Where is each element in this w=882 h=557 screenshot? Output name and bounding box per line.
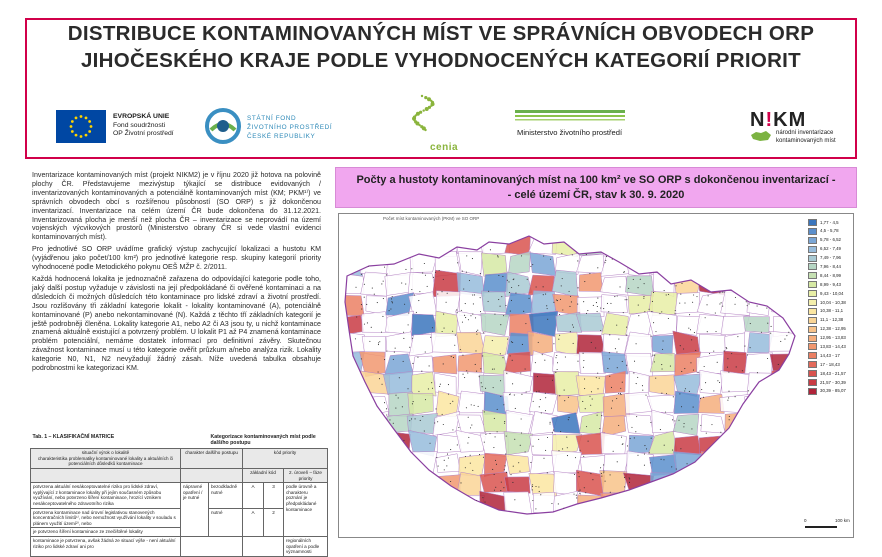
intro-text bbox=[32, 171, 321, 376]
paragraph-3: Každá hodnocená lokalita je jednoznačně zařazena do odpovídající kategorie podle toho, jaký další postup vyžaduje v závislosti na její předpokládané či ověřené kontaminaci a na důsledcích či možných důsledcích této kontaminace pro lidské zdraví a životní prostředí. Jsou rozlišovány tři základní kategorie lokalit - lokality kontaminované (A), potenciálně kontaminované (P) anebo nekontaminované (N). Každá z těchto tří základních kategorií je ještě podrobněji členěna. Lokality kategorie A1, nebo A2 či A3 jsou ty, u nichž kontaminace znamená aktuálně existující a potvrzený problém. U lokalit P1 až P4 znamená kontaminace problém potenciální, nemáme dostatek informací pro definitivní závěry. Skutečnou závažnost kontaminace musí u této kategorie ověřit průzkum a/nebo analýza rizik. Lokality kategorie N0, N1, N2 nevyžadují žádný zásah. Níže uvedená tabulka obsahuje podrobnostmi ke kategorizaci KM. bbox=[32, 274, 321, 373]
legend-label: 7,49 - 7,96 bbox=[820, 255, 841, 261]
legend-label: 30,39 - 85,07 bbox=[820, 388, 846, 394]
legend-label: 13,83 - 14,43 bbox=[820, 343, 846, 349]
eu-logo bbox=[56, 92, 206, 142]
map-title-line-2: - celé území ČR, stav k 30. 9. 2020 bbox=[507, 188, 685, 201]
legend-label: 9,43 - 10,04 bbox=[820, 290, 844, 296]
legend-swatch bbox=[808, 281, 817, 288]
legend-item bbox=[808, 378, 852, 387]
sfzp-line-3: ČESKÉ REPUBLIKY bbox=[247, 133, 316, 140]
map-title-banner bbox=[335, 167, 857, 208]
legend-label: 17 - 18,43 bbox=[820, 361, 840, 367]
legend-swatch bbox=[808, 237, 817, 244]
sfzp-emblem-icon bbox=[205, 108, 241, 144]
nikm-logo bbox=[742, 92, 857, 142]
legend-swatch bbox=[808, 246, 817, 253]
legend-label: 14,43 - 17 bbox=[820, 352, 840, 358]
mzp-text: Ministerstvo životního prostředí bbox=[517, 128, 623, 137]
table-caption-right: Kategorizace kontaminovaných míst podle dalšího postupu bbox=[210, 434, 316, 446]
legend-swatch bbox=[808, 388, 817, 395]
legend-swatch bbox=[808, 290, 817, 297]
legend-swatch bbox=[808, 263, 817, 270]
table-row: potvrzena aktuální nesákceptovatelné riziko pro lidské zdraví, vyplývající z kontaminace lokality při jejím současném způsobu využívání, nebo potvrzeno šíření kontaminace, hrozící vznikem nesákceptovatelného zdravotního rizika nápravné opatření / je nutné bezodkladně nutné A 3 podle úrovně a charakteru poznání je předpokládané kontaminace bbox=[31, 483, 328, 508]
nikm-line-1: národní inventarizace bbox=[776, 130, 834, 136]
legend-swatch bbox=[808, 272, 817, 279]
paragraph-2: Pro jednotlivé SO ORP uvádíme grafický výstup zachycující lokalizaci a hustotu KM (vyjádřenou jako počet/100 km²) pro jednotlivé kategorie resp. skupiny kategorií priority vyhodnocené podle Metodického pokynu OEŠ MŽP č. 2/2011. bbox=[32, 245, 321, 272]
legend-item bbox=[808, 271, 852, 280]
page-title bbox=[0, 20, 882, 74]
legend-swatch bbox=[808, 219, 817, 226]
eu-line-3: OP Životní prostředí bbox=[113, 130, 174, 138]
nikm-line-2: kontaminovaných míst bbox=[776, 137, 836, 144]
legend-item bbox=[808, 342, 852, 351]
sfzp-line-1: STÁTNÍ FOND bbox=[247, 115, 297, 122]
header-situation: situační výrok o lokalitě bbox=[81, 450, 130, 456]
header-sub-level: 2. úroveň – fáze priority bbox=[284, 468, 328, 482]
czech-map-mini-icon bbox=[750, 130, 772, 142]
scale-end: 100 km bbox=[835, 518, 850, 523]
legend-item bbox=[808, 227, 852, 236]
legend-label: 10,04 - 10,38 bbox=[820, 299, 846, 305]
legend-item bbox=[808, 325, 852, 334]
legend-label: 21,57 - 30,39 bbox=[820, 379, 846, 385]
title-line-2: JIHOČESKÉHO KRAJE PODLE VYHODNOCENÝCH KATEGORIÍ PRIORIT bbox=[80, 49, 802, 72]
cenia-logo bbox=[396, 92, 466, 153]
legend-item bbox=[808, 351, 852, 360]
mzp-logo bbox=[507, 92, 642, 142]
legend-swatch bbox=[808, 299, 817, 306]
table-row: je potvrzeno šíření kontaminace ze znečištěné lokality bbox=[31, 528, 328, 537]
map-caption: Počet míst kontaminovaných (PKM) ve SO ORP bbox=[383, 216, 480, 221]
legend-item bbox=[808, 280, 852, 289]
legend-item bbox=[808, 262, 852, 271]
legend-item bbox=[808, 218, 852, 227]
legend-swatch bbox=[808, 255, 817, 262]
legend-label: 5,78 - 6,52 bbox=[820, 237, 841, 243]
header-character: charakter dalšího postupu bbox=[181, 449, 243, 469]
table-row: kontaminace je potvrzena, avšak žádná ze situací výše - není aktuální riziko pro lidské zdraví ani pro regionálních opatření a podle významnosti bbox=[31, 536, 328, 556]
scale-zero: 0 bbox=[804, 518, 807, 523]
legend-swatch bbox=[808, 361, 817, 368]
legend-item bbox=[808, 334, 852, 343]
legend-item bbox=[808, 316, 852, 325]
legend-item bbox=[808, 289, 852, 298]
legend-swatch bbox=[808, 352, 817, 359]
legend-label: 12,38 - 12,95 bbox=[820, 326, 846, 332]
map-title-line-1: Počty a hustoty kontaminovaných míst na 100 km² ve SO ORP s dokončenou inventarizací - bbox=[356, 174, 836, 186]
legend-item bbox=[808, 360, 852, 369]
legend-item bbox=[808, 307, 852, 316]
paragraph-1: Inventarizace kontaminovaných míst (projekt NIKM2) je v říjnu 2020 již hotova na polovině plochy ČR. Představujeme mezivýstup týkající se distribuce evidovaných / inventarizovaných kontaminovaných a potenciálně kontaminovaných míst (KM; PKM¹⁾) ve správních obvodech obcí s rozšířenou působností (SO ORP) s již dokončenou inventarizací. Inventarizace na celém území ČR bude dokončena do 31.12.2021. Inventarizovaná plocha je menší než plocha ČR – inventarizace se neprovádí na území vojenských výcvikových prostorů (Ministerstvo obrany ČR si vede vlastní evidenci kontaminovaných míst). bbox=[32, 171, 321, 242]
legend-item bbox=[808, 245, 852, 254]
classification-table bbox=[30, 433, 328, 555]
sfzp-logo bbox=[205, 92, 370, 142]
cenia-text: cenia bbox=[430, 142, 459, 153]
legend-swatch bbox=[808, 308, 817, 315]
legend-swatch bbox=[808, 379, 817, 386]
table-caption-left: Tab. 1 – KLASIFIKAČNÍ MATRICE bbox=[32, 434, 115, 440]
sfzp-line-2: ŽIVOTNÍHO PROSTŘEDÍ bbox=[247, 124, 333, 131]
legend-label: 7,96 - 8,44 bbox=[820, 263, 841, 269]
eu-line-2: Fond soudržnosti bbox=[113, 121, 166, 129]
legend-item bbox=[808, 387, 852, 396]
legend-swatch bbox=[808, 343, 817, 350]
legend-label: 10,38 - 11,1 bbox=[820, 308, 844, 314]
legend-label: 18,43 - 21,57 bbox=[820, 370, 846, 376]
legend-label: 1,77 - 4,5 bbox=[820, 219, 839, 225]
legend-label: 8,99 - 9,43 bbox=[820, 281, 841, 287]
density-map bbox=[338, 213, 854, 538]
nikm-mark: N!KM bbox=[750, 109, 807, 131]
legend-item bbox=[808, 254, 852, 263]
map-legend bbox=[808, 218, 852, 396]
legend-swatch bbox=[808, 317, 817, 324]
legend-swatch bbox=[808, 335, 817, 342]
mzp-lines-icon bbox=[515, 110, 625, 124]
eu-line-1: EVROPSKÁ UNIE bbox=[113, 113, 170, 120]
legend-swatch bbox=[808, 326, 817, 333]
legend-item bbox=[808, 236, 852, 245]
table-row: potvrzena kontaminace nad úrovní legislativou stanovených koncentračních limitů¹⁾, nebo nemožnost využívání lokality v souladu s plánem využití území²⁾, nebo nutné A 2 bbox=[31, 508, 328, 528]
header-base-code: základní kód bbox=[243, 468, 284, 482]
title-line-1: DISTRIBUCE KONTAMINOVANÝCH MÍST VE SPRÁVNÍCH OBVODECH ORP bbox=[67, 22, 815, 45]
legend-label: 12,95 - 13,83 bbox=[820, 335, 846, 341]
eu-flag-icon bbox=[56, 110, 106, 143]
legend-label: 6,52 - 7,49 bbox=[820, 246, 841, 252]
header-situation-sub: charakteristika problematiky kontaminované lokality a aktuálních či potenciálních důsledků kontaminace bbox=[37, 455, 174, 467]
legend-swatch bbox=[808, 228, 817, 235]
legend-label: 8,44 - 8,99 bbox=[820, 272, 841, 278]
header-code: kód priority bbox=[243, 449, 328, 469]
legend-item bbox=[808, 369, 852, 378]
legend-item bbox=[808, 298, 852, 307]
czech-republic-map bbox=[339, 214, 855, 539]
cenia-leaf-icon bbox=[404, 92, 440, 134]
legend-swatch bbox=[808, 370, 817, 377]
legend-label: 11,1 - 12,38 bbox=[820, 317, 844, 323]
scale-bar bbox=[805, 518, 851, 532]
legend-label: 4,5 - 5,78 bbox=[820, 228, 839, 234]
